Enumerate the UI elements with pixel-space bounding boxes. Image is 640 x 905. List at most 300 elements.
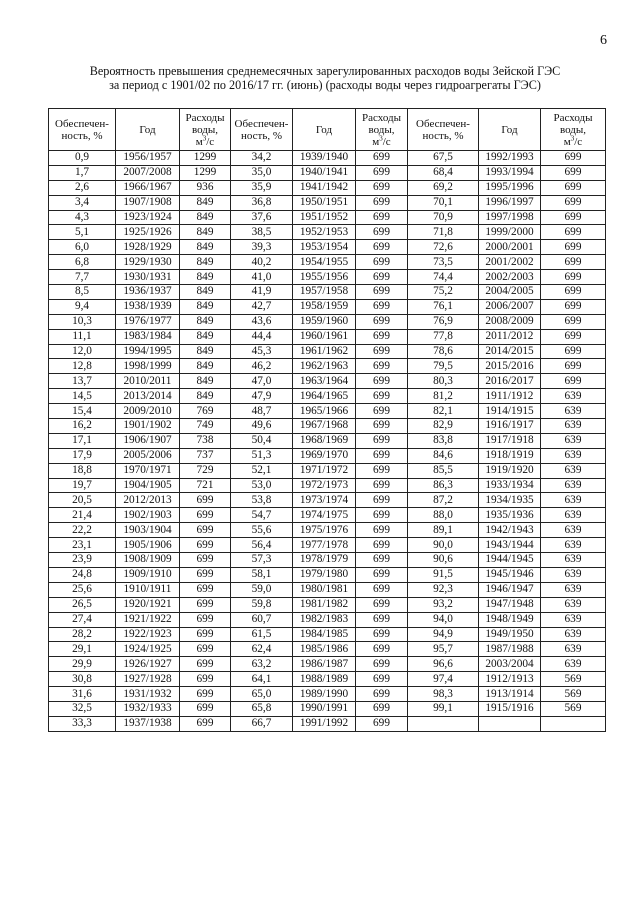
flow-cell: 849 bbox=[180, 240, 231, 255]
probability-cell: 32,5 bbox=[49, 701, 116, 716]
flow-cell: 699 bbox=[356, 344, 408, 359]
flow-cell: 849 bbox=[180, 225, 231, 240]
year-cell: 1986/1987 bbox=[293, 657, 356, 672]
probability-cell: 24,8 bbox=[49, 567, 116, 582]
probability-cell: 17,1 bbox=[49, 433, 116, 448]
header-flow-unit-sup: 3 bbox=[379, 133, 383, 142]
flow-cell: 849 bbox=[180, 285, 231, 300]
flow-cell: 699 bbox=[180, 716, 231, 731]
year-cell: 1943/1944 bbox=[479, 538, 541, 553]
table-row bbox=[49, 642, 606, 657]
year-cell: 2002/2003 bbox=[479, 270, 541, 285]
year-cell: 1903/1904 bbox=[116, 523, 180, 538]
year-cell: 1960/1961 bbox=[293, 329, 356, 344]
flow-cell: 699 bbox=[356, 165, 408, 180]
probability-cell: 31,6 bbox=[49, 687, 116, 702]
flow-cell: 699 bbox=[541, 329, 606, 344]
flow-cell: 699 bbox=[180, 567, 231, 582]
header-flow-unit-s: /с bbox=[574, 135, 583, 148]
flow-cell: 699 bbox=[356, 627, 408, 642]
probability-cell: 10,3 bbox=[49, 314, 116, 329]
flow-cell: 699 bbox=[180, 582, 231, 597]
probability-cell: 35,0 bbox=[231, 165, 293, 180]
year-cell: 1932/1933 bbox=[116, 701, 180, 716]
probability-cell: 66,7 bbox=[231, 716, 293, 731]
probability-cell: 93,2 bbox=[408, 597, 479, 612]
flow-cell: 699 bbox=[541, 255, 606, 270]
probability-cell: 14,5 bbox=[49, 389, 116, 404]
flow-probability-table bbox=[48, 108, 606, 732]
flow-cell: 639 bbox=[541, 478, 606, 493]
year-cell: 1989/1990 bbox=[293, 687, 356, 702]
probability-cell: 67,5 bbox=[408, 151, 479, 166]
table-row bbox=[49, 240, 606, 255]
flow-cell: 721 bbox=[180, 478, 231, 493]
year-cell: 1906/1907 bbox=[116, 433, 180, 448]
year-cell: 2010/2011 bbox=[116, 374, 180, 389]
flow-cell: 699 bbox=[356, 567, 408, 582]
flow-cell: 639 bbox=[541, 463, 606, 478]
probability-cell: 53,0 bbox=[231, 478, 293, 493]
flow-cell: 639 bbox=[541, 404, 606, 419]
flow-cell: 639 bbox=[541, 582, 606, 597]
table-row bbox=[49, 463, 606, 478]
probability-cell: 73,5 bbox=[408, 255, 479, 270]
flow-cell: 699 bbox=[356, 672, 408, 687]
year-cell: 2007/2008 bbox=[116, 165, 180, 180]
year-cell: 1987/1988 bbox=[479, 642, 541, 657]
year-cell: 1970/1971 bbox=[116, 463, 180, 478]
flow-cell: 737 bbox=[180, 448, 231, 463]
probability-cell: 11,1 bbox=[49, 329, 116, 344]
year-cell: 1912/1913 bbox=[479, 672, 541, 687]
flow-cell: 699 bbox=[356, 285, 408, 300]
flow-cell: 639 bbox=[541, 642, 606, 657]
flow-cell: 699 bbox=[180, 597, 231, 612]
year-cell: 1930/1931 bbox=[116, 270, 180, 285]
probability-cell: 25,6 bbox=[49, 582, 116, 597]
year-cell: 2016/2017 bbox=[479, 374, 541, 389]
probability-cell: 54,7 bbox=[231, 508, 293, 523]
year-cell: 1925/1926 bbox=[116, 225, 180, 240]
flow-cell: 699 bbox=[356, 582, 408, 597]
flow-cell: 849 bbox=[180, 210, 231, 225]
probability-cell: 97,4 bbox=[408, 672, 479, 687]
table-row bbox=[49, 597, 606, 612]
probability-cell: 59,8 bbox=[231, 597, 293, 612]
probability-cell: 95,7 bbox=[408, 642, 479, 657]
flow-cell: 699 bbox=[356, 419, 408, 434]
flow-cell: 639 bbox=[541, 493, 606, 508]
flow-cell: 699 bbox=[356, 270, 408, 285]
year-cell: 1904/1905 bbox=[116, 478, 180, 493]
probability-cell: 23,9 bbox=[49, 553, 116, 568]
probability-cell: 21,4 bbox=[49, 508, 116, 523]
probability-cell: 52,1 bbox=[231, 463, 293, 478]
probability-cell: 76,9 bbox=[408, 314, 479, 329]
year-cell: 1950/1951 bbox=[293, 195, 356, 210]
year-cell: 1965/1966 bbox=[293, 404, 356, 419]
flow-cell: 699 bbox=[541, 195, 606, 210]
flow-cell: 699 bbox=[180, 687, 231, 702]
probability-cell: 18,8 bbox=[49, 463, 116, 478]
probability-cell: 26,5 bbox=[49, 597, 116, 612]
year-cell: 1918/1919 bbox=[479, 448, 541, 463]
table-row bbox=[49, 299, 606, 314]
probability-cell: 34,2 bbox=[231, 151, 293, 166]
flow-cell: 699 bbox=[180, 672, 231, 687]
probability-cell: 22,2 bbox=[49, 523, 116, 538]
table-row bbox=[49, 270, 606, 285]
flow-cell: 699 bbox=[356, 404, 408, 419]
probability-cell: 15,4 bbox=[49, 404, 116, 419]
probability-cell: 65,0 bbox=[231, 687, 293, 702]
year-cell: 1916/1917 bbox=[479, 419, 541, 434]
year-cell: 1978/1979 bbox=[293, 553, 356, 568]
probability-cell: 27,4 bbox=[49, 612, 116, 627]
flow-cell: 639 bbox=[541, 597, 606, 612]
year-cell: 1962/1963 bbox=[293, 359, 356, 374]
year-cell: 1996/1997 bbox=[479, 195, 541, 210]
probability-cell: 13,7 bbox=[49, 374, 116, 389]
probability-cell: 5,1 bbox=[49, 225, 116, 240]
probability-cell: 38,5 bbox=[231, 225, 293, 240]
probability-cell: 37,6 bbox=[231, 210, 293, 225]
table-row bbox=[49, 672, 606, 687]
year-cell: 1958/1959 bbox=[293, 299, 356, 314]
year-cell: 1974/1975 bbox=[293, 508, 356, 523]
header-flow-unit-s: /с bbox=[206, 135, 215, 148]
year-cell: 2001/2002 bbox=[479, 255, 541, 270]
year-cell: 1969/1970 bbox=[293, 448, 356, 463]
probability-cell: 53,8 bbox=[231, 493, 293, 508]
year-cell: 1963/1964 bbox=[293, 374, 356, 389]
year-cell: 1975/1976 bbox=[293, 523, 356, 538]
probability-cell: 92,3 bbox=[408, 582, 479, 597]
flow-cell: 699 bbox=[356, 151, 408, 166]
flow-cell: 699 bbox=[180, 657, 231, 672]
table-row bbox=[49, 195, 606, 210]
year-cell: 1997/1998 bbox=[479, 210, 541, 225]
year-cell: 1972/1973 bbox=[293, 478, 356, 493]
year-cell: 1980/1981 bbox=[293, 582, 356, 597]
probability-cell: 50,4 bbox=[231, 433, 293, 448]
table-row bbox=[49, 567, 606, 582]
probability-cell: 6,8 bbox=[49, 255, 116, 270]
flow-cell: 699 bbox=[356, 642, 408, 657]
year-cell: 1951/1952 bbox=[293, 210, 356, 225]
probability-cell: 59,0 bbox=[231, 582, 293, 597]
year-cell: 1935/1936 bbox=[479, 508, 541, 523]
probability-cell: 39,3 bbox=[231, 240, 293, 255]
year-cell: 2015/2016 bbox=[479, 359, 541, 374]
flow-cell: 699 bbox=[541, 180, 606, 195]
probability-cell: 29,1 bbox=[49, 642, 116, 657]
probability-cell: 20,5 bbox=[49, 493, 116, 508]
year-cell: 1995/1996 bbox=[479, 180, 541, 195]
table-row bbox=[49, 716, 606, 731]
probability-cell: 30,8 bbox=[49, 672, 116, 687]
page-number: 6 bbox=[600, 33, 607, 48]
flow-cell: 849 bbox=[180, 270, 231, 285]
probability-cell: 89,1 bbox=[408, 523, 479, 538]
flow-cell: 849 bbox=[180, 314, 231, 329]
flow-cell: 699 bbox=[541, 270, 606, 285]
table-row bbox=[49, 582, 606, 597]
header-flow bbox=[180, 109, 231, 151]
header-flow-label: Расходы воды, bbox=[185, 111, 225, 136]
year-cell: 1959/1960 bbox=[293, 314, 356, 329]
probability-cell: 96,6 bbox=[408, 657, 479, 672]
probability-cell: 9,4 bbox=[49, 299, 116, 314]
table-row bbox=[49, 329, 606, 344]
flow-cell: 699 bbox=[356, 687, 408, 702]
year-cell: 1952/1953 bbox=[293, 225, 356, 240]
flow-cell: 699 bbox=[356, 657, 408, 672]
year-cell: 1910/1911 bbox=[116, 582, 180, 597]
year-cell: 2004/2005 bbox=[479, 285, 541, 300]
year-cell: 1909/1910 bbox=[116, 567, 180, 582]
flow-cell: 699 bbox=[541, 285, 606, 300]
year-cell: 1908/1909 bbox=[116, 553, 180, 568]
probability-cell: 78,6 bbox=[408, 344, 479, 359]
flow-cell: 699 bbox=[356, 329, 408, 344]
flow-cell: 699 bbox=[180, 701, 231, 716]
flow-cell: 849 bbox=[180, 299, 231, 314]
flow-cell: 639 bbox=[541, 538, 606, 553]
probability-cell: 94,0 bbox=[408, 612, 479, 627]
year-cell: 1966/1967 bbox=[116, 180, 180, 195]
flow-cell: 699 bbox=[356, 553, 408, 568]
table-row bbox=[49, 612, 606, 627]
year-cell: 2011/2012 bbox=[479, 329, 541, 344]
probability-cell: 82,1 bbox=[408, 404, 479, 419]
probability-cell: 45,3 bbox=[231, 344, 293, 359]
table-header-row bbox=[49, 109, 606, 151]
probability-cell: 19,7 bbox=[49, 478, 116, 493]
probability-cell: 46,2 bbox=[231, 359, 293, 374]
probability-cell: 43,6 bbox=[231, 314, 293, 329]
flow-cell: 699 bbox=[356, 180, 408, 195]
probability-cell: 12,8 bbox=[49, 359, 116, 374]
flow-cell: 699 bbox=[356, 433, 408, 448]
year-cell: 1968/1969 bbox=[293, 433, 356, 448]
year-cell: 1957/1958 bbox=[293, 285, 356, 300]
flow-cell: 699 bbox=[356, 195, 408, 210]
probability-cell: 84,6 bbox=[408, 448, 479, 463]
flow-cell: 639 bbox=[541, 448, 606, 463]
flow-cell: 699 bbox=[180, 493, 231, 508]
year-cell: 1902/1903 bbox=[116, 508, 180, 523]
header-flow-unit-m: м bbox=[563, 135, 571, 148]
year-cell: 1961/1962 bbox=[293, 344, 356, 359]
flow-cell: 729 bbox=[180, 463, 231, 478]
probability-cell: 63,2 bbox=[231, 657, 293, 672]
year-cell: 2014/2015 bbox=[479, 344, 541, 359]
year-cell: 1979/1980 bbox=[293, 567, 356, 582]
probability-cell: 82,9 bbox=[408, 419, 479, 434]
header-probability: Обеспечен-ность, % bbox=[408, 109, 479, 151]
header-flow-unit-sup: 3 bbox=[202, 133, 207, 142]
flow-cell: 738 bbox=[180, 433, 231, 448]
probability-cell: 28,2 bbox=[49, 627, 116, 642]
year-cell: 1923/1924 bbox=[116, 210, 180, 225]
year-cell: 1998/1999 bbox=[116, 359, 180, 374]
table-row bbox=[49, 508, 606, 523]
year-cell: 1924/1925 bbox=[116, 642, 180, 657]
year-cell: 2009/2010 bbox=[116, 404, 180, 419]
table-row bbox=[49, 538, 606, 553]
year-cell: 1967/1968 bbox=[293, 419, 356, 434]
probability-cell: 33,3 bbox=[49, 716, 116, 731]
year-cell: 1907/1908 bbox=[116, 195, 180, 210]
table-row bbox=[49, 657, 606, 672]
flow-cell: 699 bbox=[356, 478, 408, 493]
year-cell: 1941/1942 bbox=[293, 180, 356, 195]
header-flow bbox=[541, 109, 606, 151]
flow-cell: 849 bbox=[180, 344, 231, 359]
flow-cell: 699 bbox=[541, 165, 606, 180]
probability-cell: 91,5 bbox=[408, 567, 479, 582]
flow-cell: 849 bbox=[180, 195, 231, 210]
year-cell: 1936/1937 bbox=[116, 285, 180, 300]
year-cell: 1917/1918 bbox=[479, 433, 541, 448]
year-cell: 1990/1991 bbox=[293, 701, 356, 716]
probability-cell: 47,0 bbox=[231, 374, 293, 389]
flow-cell: 699 bbox=[356, 612, 408, 627]
year-cell: 2005/2006 bbox=[116, 448, 180, 463]
probability-cell: 0,9 bbox=[49, 151, 116, 166]
probability-cell: 8,5 bbox=[49, 285, 116, 300]
probability-cell: 94,9 bbox=[408, 627, 479, 642]
probability-cell: 36,8 bbox=[231, 195, 293, 210]
flow-cell: 699 bbox=[541, 225, 606, 240]
flow-cell: 699 bbox=[356, 374, 408, 389]
probability-cell: 86,3 bbox=[408, 478, 479, 493]
probability-cell: 71,8 bbox=[408, 225, 479, 240]
probability-cell: 23,1 bbox=[49, 538, 116, 553]
year-cell: 1956/1957 bbox=[116, 151, 180, 166]
table-row bbox=[49, 344, 606, 359]
year-cell: 1915/1916 bbox=[479, 701, 541, 716]
header-year: Год bbox=[479, 109, 541, 151]
probability-cell: 56,4 bbox=[231, 538, 293, 553]
year-cell bbox=[479, 716, 541, 731]
table-body bbox=[49, 151, 606, 732]
flow-cell: 769 bbox=[180, 404, 231, 419]
year-cell: 1928/1929 bbox=[116, 240, 180, 255]
year-cell: 1985/1986 bbox=[293, 642, 356, 657]
year-cell: 2013/2014 bbox=[116, 389, 180, 404]
probability-cell: 35,9 bbox=[231, 180, 293, 195]
year-cell: 1913/1914 bbox=[479, 687, 541, 702]
probability-cell: 60,7 bbox=[231, 612, 293, 627]
probability-cell: 44,4 bbox=[231, 329, 293, 344]
year-cell: 1984/1985 bbox=[293, 627, 356, 642]
flow-cell: 699 bbox=[356, 463, 408, 478]
flow-cell: 639 bbox=[541, 508, 606, 523]
year-cell: 1992/1993 bbox=[479, 151, 541, 166]
year-cell: 1927/1928 bbox=[116, 672, 180, 687]
probability-cell: 90,0 bbox=[408, 538, 479, 553]
year-cell: 1946/1947 bbox=[479, 582, 541, 597]
year-cell: 1983/1984 bbox=[116, 329, 180, 344]
table-row bbox=[49, 553, 606, 568]
flow-cell: 639 bbox=[541, 419, 606, 434]
year-cell: 2006/2007 bbox=[479, 299, 541, 314]
flow-cell: 569 bbox=[541, 687, 606, 702]
flow-cell: 849 bbox=[180, 255, 231, 270]
flow-cell: 569 bbox=[541, 701, 606, 716]
probability-cell: 55,6 bbox=[231, 523, 293, 538]
table-row bbox=[49, 448, 606, 463]
year-cell: 1931/1932 bbox=[116, 687, 180, 702]
year-cell: 1994/1995 bbox=[116, 344, 180, 359]
year-cell: 1919/1920 bbox=[479, 463, 541, 478]
header-flow-unit-sup: 3 bbox=[570, 133, 575, 142]
year-cell: 1929/1930 bbox=[116, 255, 180, 270]
probability-cell: 1,7 bbox=[49, 165, 116, 180]
flow-cell: 749 bbox=[180, 419, 231, 434]
flow-cell: 699 bbox=[541, 210, 606, 225]
probability-cell: 80,3 bbox=[408, 374, 479, 389]
flow-cell: 699 bbox=[180, 642, 231, 657]
year-cell: 1947/1948 bbox=[479, 597, 541, 612]
header-year: Год bbox=[293, 109, 356, 151]
probability-cell: 3,4 bbox=[49, 195, 116, 210]
year-cell: 1922/1923 bbox=[116, 627, 180, 642]
document-title bbox=[40, 64, 610, 92]
flow-cell: 1299 bbox=[180, 165, 231, 180]
year-cell: 1926/1927 bbox=[116, 657, 180, 672]
year-cell: 1920/1921 bbox=[116, 597, 180, 612]
year-cell: 1982/1983 bbox=[293, 612, 356, 627]
flow-cell: 639 bbox=[541, 553, 606, 568]
header-probability: Обеспечен-ность, % bbox=[49, 109, 116, 151]
probability-cell: 58,1 bbox=[231, 567, 293, 582]
flow-cell: 639 bbox=[541, 567, 606, 582]
flow-cell: 639 bbox=[541, 657, 606, 672]
flow-cell: 699 bbox=[356, 225, 408, 240]
table-row bbox=[49, 359, 606, 374]
flow-cell: 849 bbox=[180, 329, 231, 344]
flow-cell: 699 bbox=[541, 299, 606, 314]
table-row bbox=[49, 478, 606, 493]
header-year: Год bbox=[116, 109, 180, 151]
flow-cell: 699 bbox=[356, 701, 408, 716]
flow-cell: 699 bbox=[180, 553, 231, 568]
year-cell: 1933/1934 bbox=[479, 478, 541, 493]
flow-cell: 849 bbox=[180, 359, 231, 374]
probability-cell: 62,4 bbox=[231, 642, 293, 657]
year-cell: 1981/1982 bbox=[293, 597, 356, 612]
flow-cell: 699 bbox=[180, 508, 231, 523]
probability-cell bbox=[408, 716, 479, 731]
year-cell: 1964/1965 bbox=[293, 389, 356, 404]
flow-cell: 699 bbox=[356, 389, 408, 404]
flow-cell: 699 bbox=[180, 612, 231, 627]
header-flow-label: Расходы воды, bbox=[362, 111, 401, 136]
table-row bbox=[49, 627, 606, 642]
probability-cell: 47,9 bbox=[231, 389, 293, 404]
title-line-1: Вероятность превышения среднемесячных зарегулированных расходов воды Зейской ГЭС bbox=[89, 64, 561, 78]
year-cell: 1973/1974 bbox=[293, 493, 356, 508]
probability-cell: 76,1 bbox=[408, 299, 479, 314]
year-cell: 2008/2009 bbox=[479, 314, 541, 329]
year-cell: 1971/1972 bbox=[293, 463, 356, 478]
table-row bbox=[49, 687, 606, 702]
probability-cell: 2,6 bbox=[49, 180, 116, 195]
